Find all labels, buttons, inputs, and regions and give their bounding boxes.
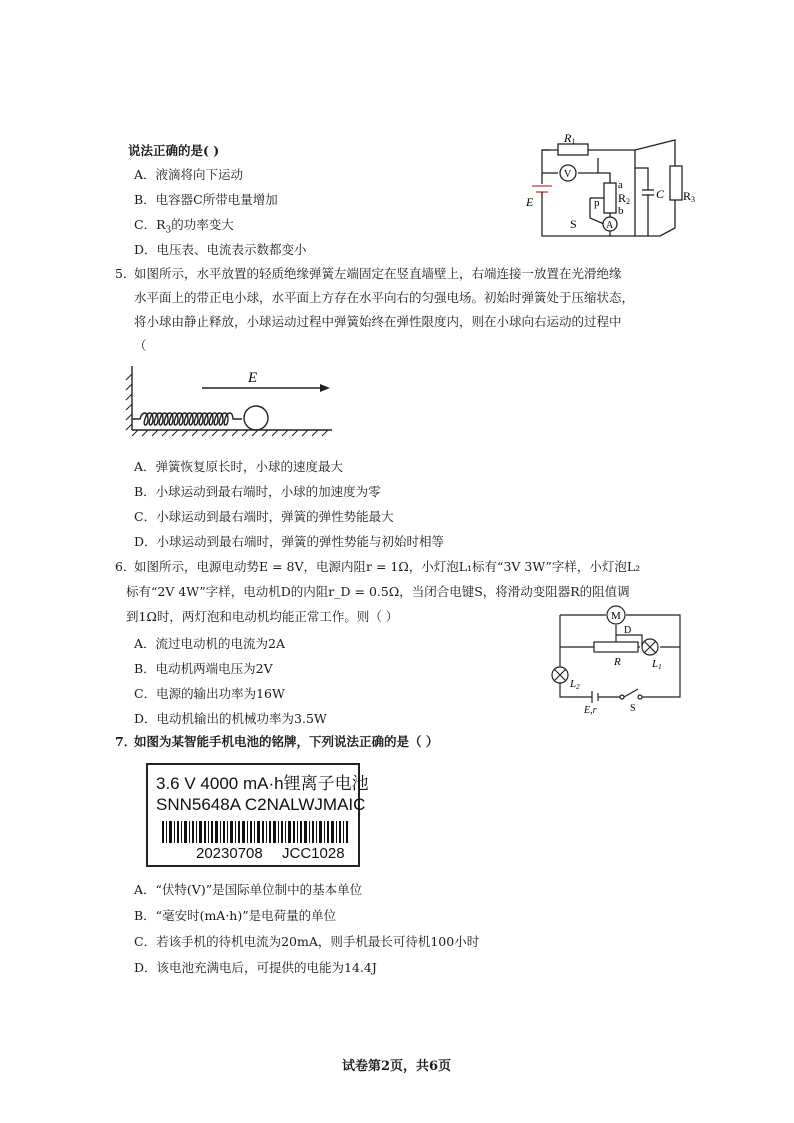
nameplate-line-2: SNN5648A C2NALWJMAIC (156, 795, 366, 814)
q6-line-1: 如图所示，电源电动势E = 8V，电源内阻r = 1Ω，小灯泡L₁标有“3V 3W”字样，小灯泡L₂ (134, 559, 641, 574)
q7-option-c: C．若该手机的待机电流为20mA，则手机最长可待机100小时 (134, 934, 480, 949)
q4-option-c-sub: 3 (165, 225, 172, 236)
q6-option-b: B．电动机两端电压为2V (134, 661, 273, 676)
q4-capacitor-label: C (656, 187, 665, 201)
q5-spring-figure (124, 362, 338, 440)
q4-option-d: D．电压表、电流表示数都变小 (134, 242, 307, 257)
battery-nameplate (146, 763, 369, 867)
q4-ammeter-label: A (606, 220, 614, 231)
q4-point-b: b (618, 205, 624, 217)
q6-option-c: C．电源的输出功率为16W (134, 686, 285, 701)
q4-option-a: A．液滴将向下运动 (134, 167, 244, 182)
q5-line-3: 将小球由静止释放，小球运动过程中弹簧始终在弹性限度内，则在小球向右运动的过程中 (134, 314, 622, 329)
q6-option-d: D．电动机输出的机械功率为3.5W (134, 711, 327, 726)
q6-rheostat-label: R (614, 656, 621, 668)
q4-option-c-head: C．R (134, 217, 166, 232)
q5-line-1: 如图所示，水平放置的轻质绝缘弹簧左端固定在竖直墙壁上，右端连接一放置在光滑绝缘 (134, 266, 622, 281)
q4-switch-label: S (570, 217, 577, 231)
q5-option-c: C．小球运动到最右端时，弹簧的弹性势能最大 (134, 509, 394, 524)
nameplate-code: JCC1028 (282, 845, 345, 862)
q4-point-p: p (594, 197, 600, 209)
q4-point-a: a (618, 179, 623, 191)
q7-option-b: B．“毫安时(mA·h)”是电荷量的单位 (134, 908, 337, 923)
q5-option-d: D．小球运动到最右端时，弹簧的弹性势能与初始时相等 (134, 534, 445, 549)
q6-switch-label: S (630, 703, 636, 714)
q5-number: 5． (115, 266, 136, 281)
q7-number: 7． (115, 734, 137, 749)
q6-lamp-l2-label: L2 (570, 678, 580, 691)
q6-source-label: E,r (584, 705, 597, 715)
q4-circuit-diagram (520, 128, 700, 243)
q7-stem: 如图为某智能手机电池的铭牌，下列说法正确的是（ ） (134, 734, 439, 749)
q6-lamp-l1-label: L1 (652, 658, 662, 671)
q5-line-4: （ (134, 338, 147, 353)
q6-number: 6． (115, 559, 136, 574)
barcode (162, 821, 348, 843)
q6-option-a: A．流过电动机的电流为2A (134, 636, 286, 651)
q4-option-c-tail: 的功率变大 (171, 217, 234, 232)
q4-option-c (134, 215, 234, 236)
q6-circuit-diagram (544, 605, 694, 715)
q4-circuit-r2: R2 (618, 191, 631, 206)
q7-option-d: D．该电池充满电后，可提供的电能为14.4J (134, 960, 377, 975)
q6-line-3: 到1Ω时，两灯泡和电动机均能正常工作。则（ ） (126, 609, 399, 624)
q6-line-2: 标有“2V 4W”字样，电动机D的内阻r_D = 0.5Ω，当闭合电键S，将滑动变阻器R的阻值调 (126, 584, 630, 599)
q4-circuit-r3: R3 (683, 189, 696, 204)
q5-line-2: 水平面上的带正电小球，水平面上方存在水平向右的匀强电场。初始时弹簧处于压缩状态， (134, 290, 635, 305)
q6-motor-d-label: D (624, 625, 632, 636)
q4-option-b: B．电容器C所带电量增加 (134, 192, 278, 207)
q4-voltmeter-label: V (564, 169, 572, 180)
q4-stem-tail: 说法正确的是( ) (128, 143, 220, 158)
nameplate-line-1: 3.6 V 4000 mA·h锂离子电池 (156, 774, 369, 793)
q5-field-label: E (248, 370, 258, 386)
q6-motor-label: M (611, 610, 621, 622)
q5-option-b: B．小球运动到最右端时，小球的加速度为零 (134, 484, 381, 499)
q5-option-a: A．弹簧恢复原长时，小球的速度最大 (134, 459, 344, 474)
q4-circuit-r1: R1 (564, 131, 576, 146)
q7-option-a: A．“伏特(V)”是国际单位制中的基本单位 (134, 882, 363, 897)
page-footer: 试卷第2页，共6页 (342, 1059, 452, 1074)
nameplate-date: 20230708 (196, 845, 263, 862)
q4-battery-label: E (526, 195, 534, 209)
